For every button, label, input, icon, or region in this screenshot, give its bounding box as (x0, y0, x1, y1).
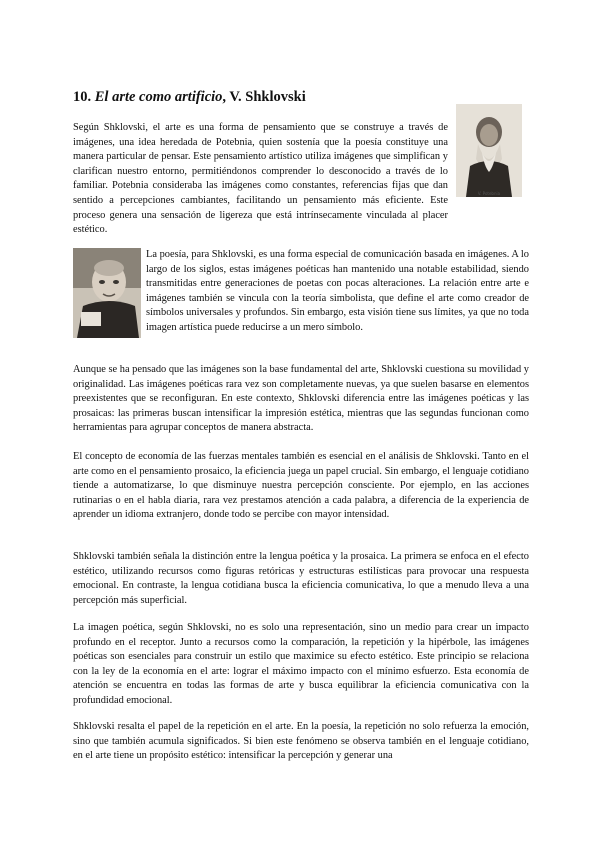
heading-number: 10. (73, 89, 92, 105)
photo-spacer (73, 248, 146, 343)
paragraph-5: Shklovski también señala la distinción entre la lengua poética y la prosaica. La primera se enfoca en el efecto estético, utilizando recursos como figuras retóricas y estructuras estilísticas para provocar una respuesta emocional. En contraste, la lengua cotidiana busca la eficiencia comunicativa, lo que a menudo lleva a una percepción más superficial. (73, 551, 529, 606)
heading-title: El arte como artificio (94, 89, 223, 105)
heading-author: , V. Shklovski (222, 89, 306, 105)
paragraph-2-text: La poesía, para Shklovski, es una forma especial de comunicación basada en imágenes. A lo largo de los siglos, estas imágenes poéticas han mantenido una notable estabilidad, siendo transmitidas entre generaciones de poetas con pocas alteraciones. La relación entre arte e imágenes también se vincula con la teoría simbolista, que define el arte como creador de símbolos universales y profundos. Sin embargo, esta visión tiene sus límites, ya que no toda imagen artística puede reducirse a un mero símbolo. (146, 249, 529, 333)
paragraph-3: Aunque se ha pensado que las imágenes son la base fundamental del arte, Shklovski cuestiona su movilidad y originalidad. Las imágenes poéticas rara vez son completamente nuevas, ya que suelen basarse en elementos preexistentes que se reconfiguran. En este contexto, Shklovski diferencia entre las imágenes poéticas y las prosaicas: las primeras buscan intensificar la impresión estética, mientras que las segundas funcionan como herramientas para agrupar conceptos de manera abstracta. (73, 364, 529, 434)
paragraph-7: Shklovski resalta el papel de la repetición en el arte. En la poesía, la repetición no solo refuerza la emoción, sino que también acumula significados. Si bien este fenómeno se observa también en el lenguaje cotidiano, en el arte tiene un propósito estético: intensificar la percepción y generar una (73, 721, 529, 762)
portrait-caption: V. Potebnia (477, 191, 501, 196)
paragraph-6: La imagen poética, según Shklovski, no es solo una representación, sino un medio para crear un impacto profundo en el receptor. Junto a recursos como la comparación, la repetición y la hipérbole, las imágenes poéticas son esenciales para construir un estilo que maximice su efecto estético. Este principio se relaciona con la ley de la economía en el arte: lograr el máximo impacto con el mínimo esfuerzo. Esta economía de atención se encuentra en todas las formas de arte y busca equilibrar la eficiencia comunicativa con la profundidad emocional. (73, 622, 529, 706)
paragraph-1: Según Shklovski, el arte es una forma de pensamiento que se construye a través de imágenes, una idea heredada de Potebnia, quien sostenía que la poesía constituye una manera particular de pensar. Este pensamiento artístico utiliza imágenes que simplifican y clarifican nuestro entorno, permitiéndonos comprender lo desconocido a través de lo familiar. Potebnia consideraba las imágenes como constantes, referencias fijas que dan sentido a percepciones cambiantes, facilitando un pensamiento más eficiente. Este proceso genera una sensación de ligereza que está intrínsecamente vinculada al placer estético. (73, 122, 448, 236)
portrait-photo-1 (456, 104, 522, 197)
paragraph-2 (73, 248, 529, 343)
paragraph-4: El concepto de economía de las fuerzas mentales también es esencial en el análisis de Shklovski. Tanto en el arte como en el pensamiento prosaico, la eficiencia juega un papel crucial. Sin embargo, el lenguaje cotidiano tiende a automatizarse, lo que disminuye nuestra percepción consciente. Por ejemplo, en las acciones rutinarias o en el habla diaria, rara vez prestamos atención a cada palabra, a diferencia de la experiencia de aprender un idioma extranjero, donde todo se percibe con mayor intensidad. (73, 451, 529, 521)
